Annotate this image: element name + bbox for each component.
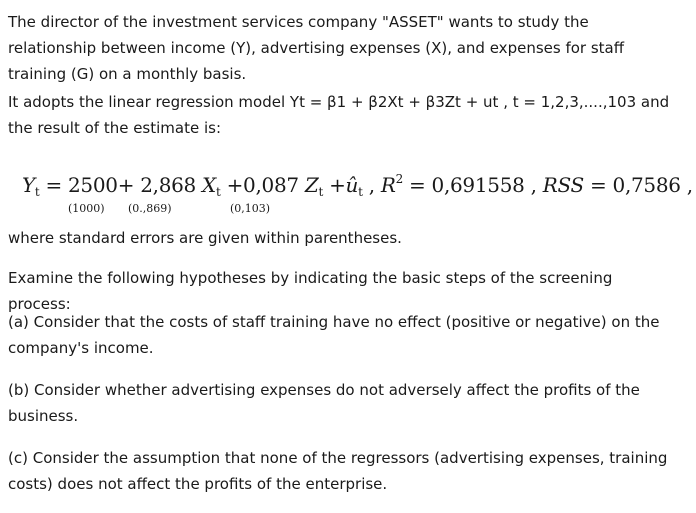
- se-note-paragraph: where standard errors are given within parentheses.: [8, 229, 402, 247]
- eq-x: X: [202, 173, 216, 197]
- se-constant: (1000): [68, 202, 105, 215]
- eq-rss-value: = 0,7586 ,: [583, 173, 693, 197]
- question-c: (c) Consider the assumption that none of the regressors (advertising expenses, training costs) does not affect the profits of the enterprise.: [8, 449, 668, 493]
- eq-z-sub: t: [318, 185, 324, 199]
- eq-rss: RSS: [542, 173, 584, 197]
- eq-plus: +: [323, 173, 346, 197]
- eq-z: Z: [304, 173, 319, 197]
- eq-u-sub: t: [358, 185, 363, 199]
- eq-y-sub: t: [34, 185, 40, 199]
- question-b: (b) Consider whether advertising expenses do not adversely affect the profits of the business.: [8, 381, 640, 425]
- eq-y: Y: [22, 173, 35, 197]
- eq-r: R: [380, 173, 396, 197]
- model-paragraph: It adopts the linear regression model Yt = β1 + β2Xt + β3Zt + ut , t = 1,2,3,....,103 and the result of the estimate is:: [8, 93, 670, 137]
- eq-comma: ,: [362, 173, 381, 197]
- equation-line: [22, 172, 693, 199]
- eq-const-x-coef: = 2500+ 2,868: [39, 173, 203, 197]
- se-z: (0,103): [230, 202, 271, 215]
- regression-equation: [8, 172, 692, 222]
- eq-r-value: = 0,691558 ,: [402, 173, 543, 197]
- eq-x-sub: t: [216, 185, 221, 199]
- se-x: (0.,869): [128, 202, 172, 215]
- intro-paragraph: The director of the investment services company "ASSET" wants to study the relationship between income (Y), advertising expenses (X), and expenses for staff training (G) on a monthly basis.: [8, 13, 625, 83]
- question-a: (a) Consider that the costs of staff training have no effect (positive or negative) on the company's income.: [8, 313, 660, 357]
- eq-r-sup: 2: [395, 172, 403, 186]
- eq-z-coef: +0,087: [220, 173, 305, 197]
- eq-u-hat: û: [345, 173, 359, 197]
- task-paragraph: Examine the following hypotheses by indicating the basic steps of the screening process:: [8, 269, 613, 313]
